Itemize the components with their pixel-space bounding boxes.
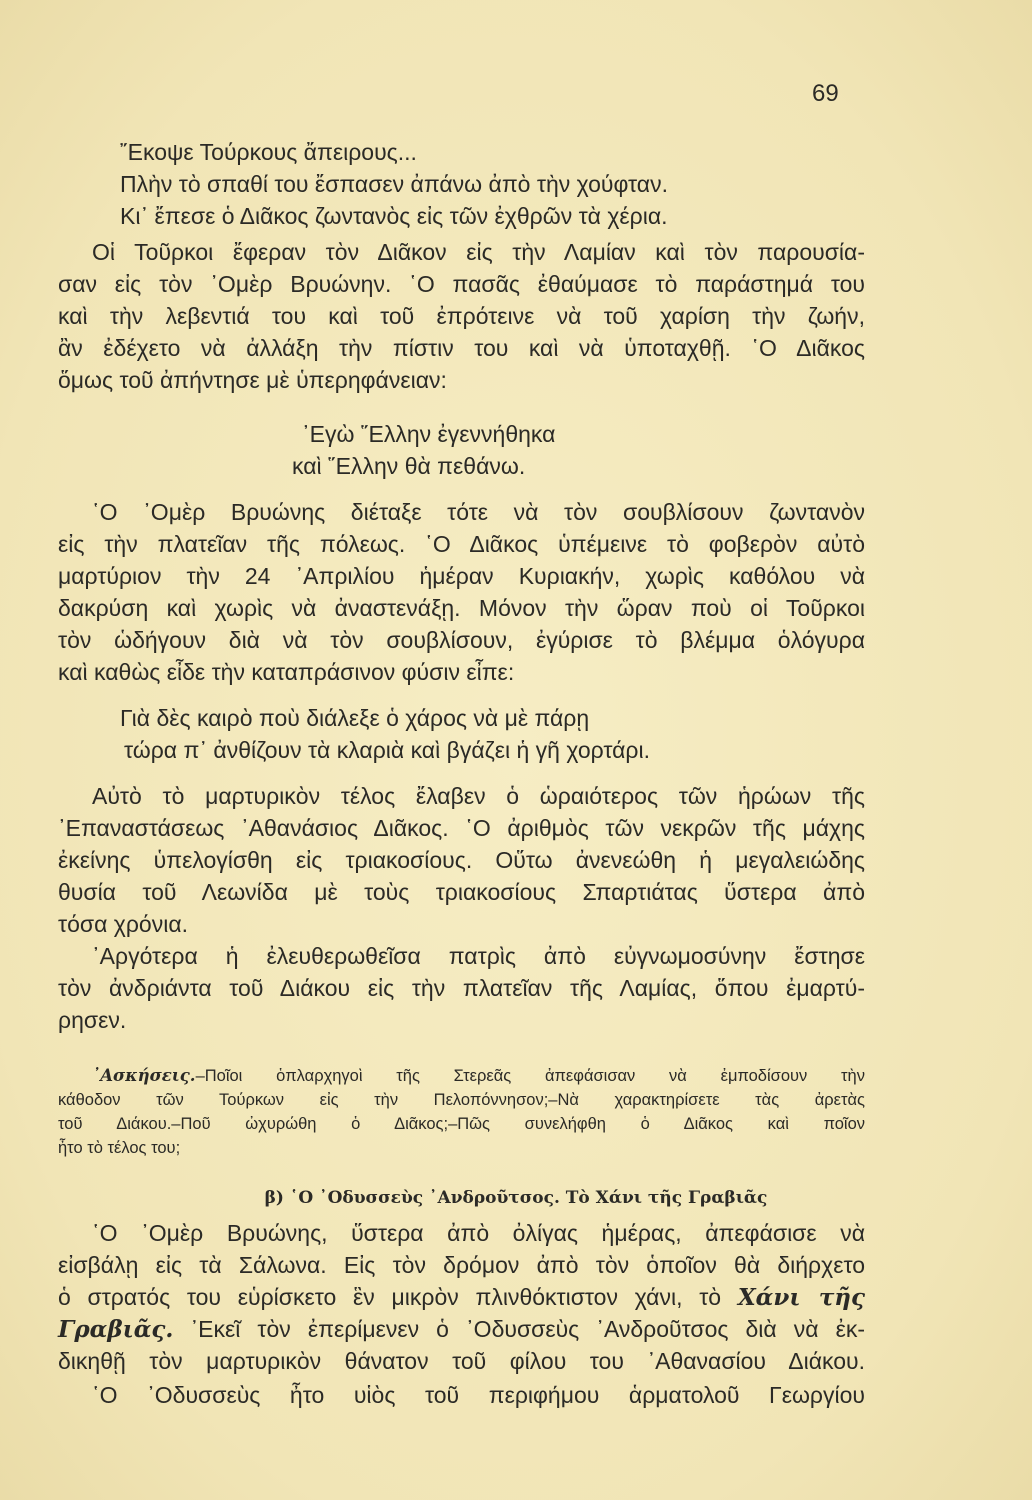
emphasized-term: Γραβιᾶς. bbox=[58, 1316, 174, 1343]
verse-line: ᾿Εγὼ ῞Ελλην ἐγεννήθηκα bbox=[302, 421, 556, 447]
verse-line: Γιὰ δὲς καιρὸ ποὺ διάλεξε ὁ χάρος νὰ μὲ πάρῃ bbox=[120, 705, 590, 731]
paragraph-line: ᾿Επαναστάσεως ᾿Αθανάσιος Διᾶκος. ῾Ο ἀριθμὸς τῶν νεκρῶν τῆς μάχης bbox=[58, 815, 865, 841]
paragraph-line: Αὐτὸ τὸ μαρτυρικὸν τέλος ἔλαβεν ὁ ὡραιότερος τῶν ἡρώων τῆς bbox=[92, 783, 865, 809]
paragraph-line: ῾Ο ᾿Ομὲρ Βρυώνης διέταξε τότε νὰ τὸν σουβλίσουν ζωντανὸν bbox=[92, 499, 865, 525]
emphasized-term: Χάνι τῆς bbox=[737, 1284, 866, 1311]
paragraph-line: τὸν ἀνδριάντα τοῦ Διάκου εἰς τὴν πλατεῖαν τῆς Λαμίας, ὅπου ἐμαρτύ- bbox=[58, 975, 865, 1001]
paragraph-line: τόσα χρόνια. bbox=[58, 911, 189, 937]
exercises-line: κάθοδον τῶν Τούρκων εἰς τὴν Πελοπόννησον;–Νὰ χαρακτηρίσετε τὰς ἀρετὰς bbox=[58, 1091, 865, 1109]
paragraph-line: ὅμως τοῦ ἀπήντησε μὲ ὑπερηφάνειαν: bbox=[58, 367, 447, 393]
paragraph-line bbox=[58, 1314, 865, 1345]
paragraph-line: εἰς τὴν πλατεῖαν τῆς πόλεως. ῾Ο Διᾶκος ὑπέμεινε τὸ φοβερὸν αὐτὸ bbox=[58, 531, 865, 557]
paragraph-line bbox=[58, 1282, 865, 1313]
paragraph-line: δικηθῇ τὸν μαρτυρικὸν θάνατον τοῦ φίλου του ᾿Αθανασίου Διάκου. bbox=[58, 1348, 865, 1374]
paragraph-line: ῾Ο ᾿Οδυσσεὺς ἦτο υἱὸς τοῦ περιφήμου ἁρματολοῦ Γεωργίου bbox=[92, 1382, 865, 1408]
paragraph-line: καὶ καθὼς εἶδε τὴν καταπράσινον φύσιν εἶπε: bbox=[58, 659, 515, 685]
verse-line: τώρα π᾽ ἀνθίζουν τὰ κλαριὰ καὶ βγάζει ἡ γῆ χορτάρι. bbox=[124, 737, 651, 763]
paragraph-line: θυσία τοῦ Λεωνίδα μὲ τοὺς τριακοσίους Σπαρτιάτας ὕστερα ἀπὸ bbox=[58, 879, 865, 905]
paragraph-line: Οἱ Τοῦρκοι ἔφεραν τὸν Διᾶκον εἰς τὴν Λαμίαν καὶ τὸν παρουσία- bbox=[92, 239, 865, 265]
paragraph-line: ἂν ἐδέχετο νὰ ἀλλάξη τὴν πίστιν του καὶ νὰ ὑποταχθῇ. ῾Ο Διᾶκος bbox=[58, 335, 865, 361]
exercises-line: τοῦ Διάκου.–Ποῦ ὠχυρώθη ὁ Διᾶκος;–Πῶς συνελήφθη ὁ Διᾶκος καὶ ποῖον bbox=[58, 1115, 865, 1133]
paragraph-line: σαν εἰς τὸν ᾿Ομὲρ Βρυώνην. ῾Ο πασᾶς ἐθαύμασε τὸ παράστημά του bbox=[58, 271, 865, 297]
text-span: ᾿Εκεῖ τὸν ἐπερίμενεν ὁ ᾿Οδυσσεὺς ᾿Ανδροῦτσος διὰ νὰ ἐκ- bbox=[190, 1316, 866, 1342]
verse-line: καὶ ῞Ελλην θὰ πεθάνω. bbox=[292, 453, 526, 479]
paragraph-line: καὶ τὴν λεβεντιά του καὶ τοῦ ἐπρότεινε νὰ τοῦ χαρίση τὴν ζωήν, bbox=[58, 303, 865, 329]
page-number: 69 bbox=[812, 80, 839, 107]
exercises-line: ἦτο τὸ τέλος του; bbox=[58, 1139, 181, 1157]
paragraph-line: ῾Ο ᾿Ομὲρ Βρυώνης, ὕστερα ἀπὸ ὀλίγας ἡμέρας, ἀπεφάσισε νὰ bbox=[92, 1220, 865, 1246]
paragraph-line: ᾿Αργότερα ἡ ἐλευθερωθεῖσα πατρὶς ἀπὸ εὐγνωμοσύνην ἔστησε bbox=[92, 943, 865, 969]
verse-line: ῎Εκοψε Τούρκους ἄπειρους... bbox=[120, 139, 417, 165]
paragraph-line: μαρτύριον τὴν 24 ᾿Απριλίου ἡμέραν Κυριακήν, χωρὶς καθόλου νὰ bbox=[58, 563, 865, 589]
exercises-text: –Ποῖοι ὁπλαρχηγοὶ τῆς Στερεᾶς ἀπεφάσισαν νὰ ἐμποδίσουν τὴν bbox=[195, 1067, 865, 1085]
paragraph-line: ρησεν. bbox=[58, 1007, 127, 1033]
paragraph-line: τὸν ὡδήγουν διὰ νὰ τὸν σουβλίσουν, ἐγύρισε τὸ βλέμμα ὁλόγυρα bbox=[58, 627, 865, 653]
exercises-line bbox=[92, 1065, 865, 1087]
verse-line: Κι᾽ ἔπεσε ὁ Διᾶκος ζωντανὸς εἰς τῶν ἐχθρῶν τὰ χέρια. bbox=[120, 203, 668, 229]
paragraph-line: εἰσβάλῃ εἰς τὰ Σάλωνα. Εἰς τὸν δρόμον ἀπὸ τὸν ὁποῖον θὰ διήρχετο bbox=[58, 1252, 865, 1278]
paragraph-line: ἐκείνης ὑπελογίσθη εἰς τριακοσίους. Οὕτω ἀνενεώθη ἡ μεγαλειώδης bbox=[58, 847, 865, 873]
verse-line: Πλὴν τὸ σπαθί του ἔσπασεν ἀπάνω ἀπὸ τὴν χούφταν. bbox=[120, 171, 668, 197]
exercises-label: ᾿Ασκήσεις. bbox=[92, 1066, 196, 1085]
paragraph-line: δακρύση καὶ χωρὶς νὰ ἀναστενάξῃ. Μόνον τὴν ὥραν ποὺ οἱ Τοῦρκοι bbox=[58, 595, 865, 621]
text-span: ὁ στρατός του εὑρίσκετο ἓν μικρὸν πλινθόκτιστον χάνι, τὸ bbox=[58, 1284, 722, 1310]
section-heading: β) ῾Ο ᾿Οδυσσεὺς ᾿Ανδροῦτσος. Τὸ Χάνι τῆς Γραβιᾶς bbox=[264, 1188, 768, 1208]
